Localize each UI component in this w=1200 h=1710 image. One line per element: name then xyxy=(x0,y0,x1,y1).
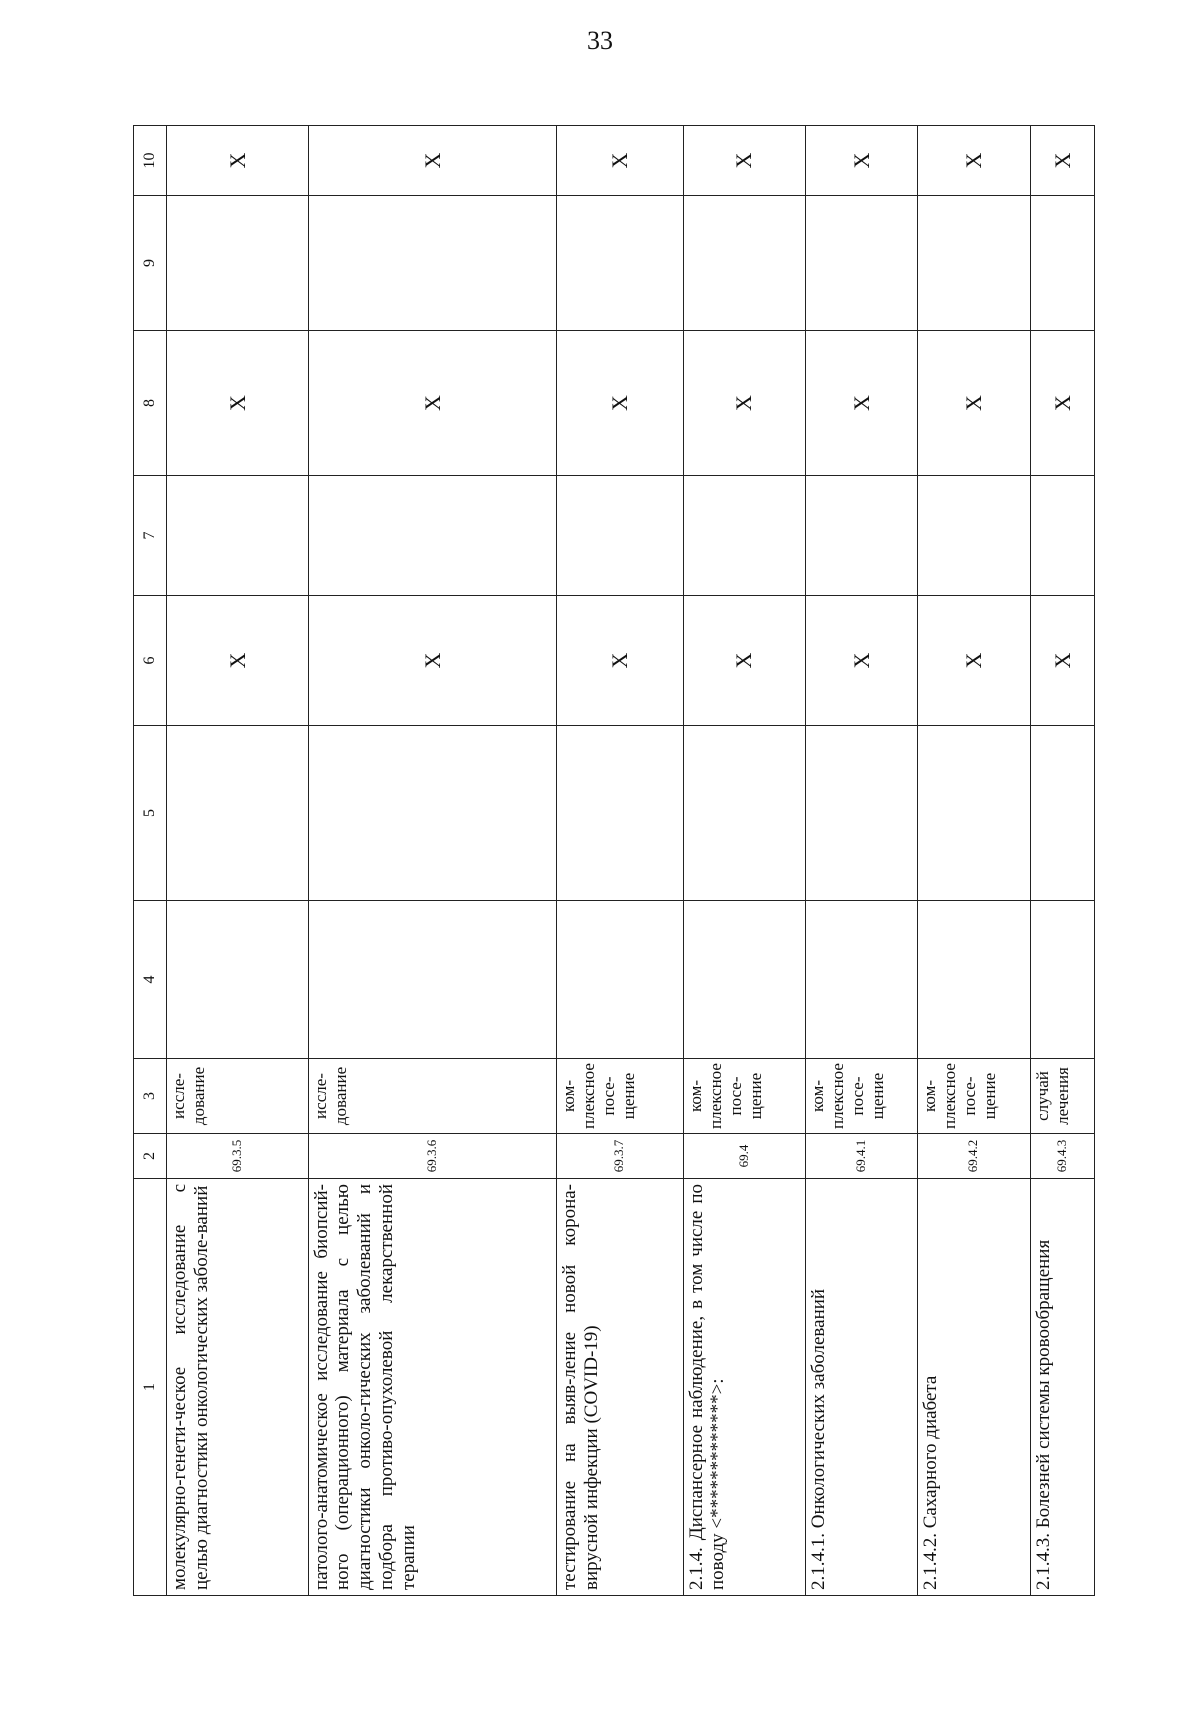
table-row xyxy=(308,126,557,1596)
cross-cell: X xyxy=(1030,596,1094,726)
table-row xyxy=(683,126,805,1596)
row-unit: случай лечения xyxy=(1030,1059,1094,1134)
cross-cell: X xyxy=(805,596,917,726)
cross-cell: X xyxy=(1030,331,1094,476)
cross-cell: X xyxy=(683,331,805,476)
header-row xyxy=(134,126,167,1596)
row-name: 2.1.4.3. Болезней системы кровообращения xyxy=(1030,1179,1094,1596)
cross-cell: X xyxy=(683,596,805,726)
empty-cell xyxy=(683,476,805,596)
row-name: 2.1.4. Диспансерное наблюдение, в том числе по поводу <*************>: xyxy=(683,1179,805,1596)
empty-cell xyxy=(805,196,917,331)
empty-cell xyxy=(308,726,557,901)
table-row xyxy=(918,126,1030,1596)
empty-cell xyxy=(308,901,557,1059)
table-row xyxy=(557,126,683,1596)
header-cell: 7 xyxy=(134,476,167,596)
row-code: 69.3.6 xyxy=(308,1134,557,1179)
page-number: 33 xyxy=(587,26,613,55)
row-unit: ком-плексное посе-щение xyxy=(683,1059,805,1134)
header-cell: 2 xyxy=(134,1134,167,1179)
row-unit: иссле-дование xyxy=(167,1059,308,1134)
row-unit: ком-плексное посе-щение xyxy=(557,1059,683,1134)
cross-cell: X xyxy=(683,126,805,196)
row-code: 69.4.2 xyxy=(918,1134,1030,1179)
empty-cell xyxy=(805,476,917,596)
empty-cell xyxy=(683,726,805,901)
empty-cell xyxy=(557,901,683,1059)
empty-cell xyxy=(167,901,308,1059)
row-unit: иссле-дование xyxy=(308,1059,557,1134)
cross-cell: X xyxy=(557,596,683,726)
empty-cell xyxy=(557,196,683,331)
header-cell: 5 xyxy=(134,726,167,901)
cross-cell: X xyxy=(1030,126,1094,196)
cross-cell: X xyxy=(805,126,917,196)
row-name: тестирование на выяв-ление новой корона-вирусной инфекции (COVID-19) xyxy=(557,1179,683,1596)
empty-cell xyxy=(167,196,308,331)
empty-cell xyxy=(308,476,557,596)
row-name: патолого-анатомическое исследование биопсий-ного (операционного) материала с целью диагностики онколо-гических заболеваний и подбора противо-опухолевой лекарственной терапии xyxy=(308,1179,557,1596)
cross-cell: X xyxy=(918,331,1030,476)
empty-cell xyxy=(683,196,805,331)
row-name: 2.1.4.2. Сахарного диабета xyxy=(918,1179,1030,1596)
table-row xyxy=(167,126,308,1596)
cross-cell: X xyxy=(167,126,308,196)
empty-cell xyxy=(918,726,1030,901)
empty-cell xyxy=(167,476,308,596)
empty-cell xyxy=(1030,476,1094,596)
empty-cell xyxy=(805,901,917,1059)
row-code: 69.3.7 xyxy=(557,1134,683,1179)
cross-cell: X xyxy=(167,331,308,476)
empty-cell xyxy=(918,476,1030,596)
header-cell: 3 xyxy=(134,1059,167,1134)
empty-cell xyxy=(557,476,683,596)
header-cell: 4 xyxy=(134,901,167,1059)
header-cell: 9 xyxy=(134,196,167,331)
row-code: 69.3.5 xyxy=(167,1134,308,1179)
cross-cell: X xyxy=(918,126,1030,196)
data-table xyxy=(133,125,1095,1596)
row-unit: ком-плексное посе-щение xyxy=(918,1059,1030,1134)
row-code: 69.4.1 xyxy=(805,1134,917,1179)
cross-cell: X xyxy=(805,331,917,476)
empty-cell xyxy=(1030,726,1094,901)
empty-cell xyxy=(805,726,917,901)
cross-cell: X xyxy=(308,596,557,726)
empty-cell xyxy=(167,726,308,901)
header-cell: 10 xyxy=(134,126,167,196)
row-unit: ком-плексное посе-щение xyxy=(805,1059,917,1134)
cross-cell: X xyxy=(557,331,683,476)
empty-cell xyxy=(1030,196,1094,331)
cross-cell: X xyxy=(557,126,683,196)
empty-cell xyxy=(683,901,805,1059)
cross-cell: X xyxy=(308,331,557,476)
table-row xyxy=(1030,126,1094,1596)
rotated-table-wrapper xyxy=(133,126,1095,1596)
row-code: 69.4 xyxy=(683,1134,805,1179)
row-code: 69.4.3 xyxy=(1030,1134,1094,1179)
cross-cell: X xyxy=(918,596,1030,726)
row-name: 2.1.4.1. Онкологических заболеваний xyxy=(805,1179,917,1596)
header-cell: 1 xyxy=(134,1179,167,1596)
empty-cell xyxy=(918,901,1030,1059)
table-row xyxy=(805,126,917,1596)
empty-cell xyxy=(308,196,557,331)
empty-cell xyxy=(557,726,683,901)
header-cell: 6 xyxy=(134,596,167,726)
empty-cell xyxy=(1030,901,1094,1059)
row-name: молекулярно-генети-ческое исследование с целью диагностики онкологических заболе-ваний xyxy=(167,1179,308,1596)
empty-cell xyxy=(918,196,1030,331)
header-cell: 8 xyxy=(134,331,167,476)
cross-cell: X xyxy=(167,596,308,726)
cross-cell: X xyxy=(308,126,557,196)
